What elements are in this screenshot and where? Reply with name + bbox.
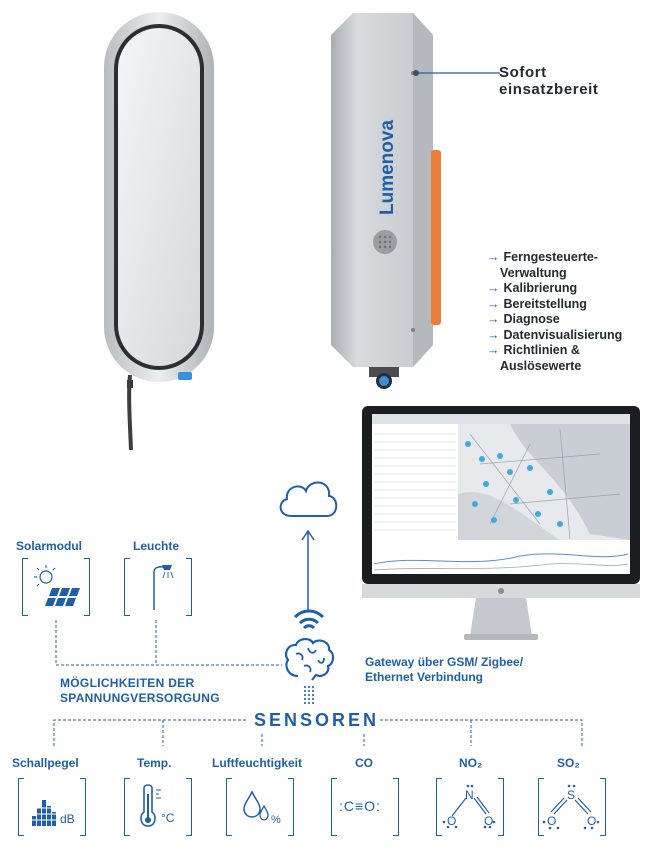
callout-title-line2: einsatzbereit <box>499 81 599 98</box>
list-item: → Diagnose <box>487 312 560 326</box>
solar-module-box <box>22 558 90 616</box>
feature-list <box>487 250 622 374</box>
list-item: → Ferngesteuerte- Verwaltung <box>487 250 598 280</box>
sensor-label-so2: SO₂ <box>557 756 580 770</box>
sound-unit: dB <box>60 812 75 826</box>
sensor-device-front-image <box>100 10 218 390</box>
monitor-dashboard-image <box>360 404 642 644</box>
humidity-box <box>226 778 294 836</box>
no2-atom-o1: O <box>447 814 457 828</box>
callout-ready <box>499 64 599 98</box>
humidity-unit: % <box>271 814 281 826</box>
no2-atom-o2: O <box>484 814 494 828</box>
co-box <box>331 778 399 836</box>
streetlight-box <box>124 558 192 616</box>
device-cable <box>118 375 148 455</box>
sensor-label-co: CO <box>355 756 373 770</box>
humidity-icon <box>226 778 294 836</box>
sensor-label-humidity: Luftfeuchtigkeit <box>212 756 302 770</box>
so2-atom-o1: O <box>547 814 557 828</box>
sensor-label-temp: Temp. <box>137 756 172 770</box>
sensors-connector-lines <box>0 712 650 748</box>
power-caption-line1: MÖGLICHKEITEN DER <box>60 676 195 690</box>
brand-logo <box>377 119 398 215</box>
list-item: → Bereitstellung <box>487 296 587 311</box>
list-item: → Kalibrierung <box>487 281 578 295</box>
callout-connector <box>412 68 504 78</box>
callout-title-line1: Sofort <box>499 64 547 81</box>
solar-module-label: Solarmodul <box>16 539 83 553</box>
gateway-caption <box>365 655 523 685</box>
arrow-right-icon: → <box>487 343 500 357</box>
brand-name: Lumenova <box>377 119 398 215</box>
arrow-right-icon: → <box>487 281 500 295</box>
thermometer-box <box>124 778 192 836</box>
power-connector-lines <box>50 620 310 670</box>
temp-unit: °C <box>161 811 175 825</box>
power-caption <box>60 676 220 706</box>
arrow-right-icon: → <box>487 250 500 264</box>
arrow-right-icon: → <box>487 327 500 342</box>
no2-atom-n: N <box>465 788 474 802</box>
gateway-connector-dots <box>301 684 317 708</box>
so2-atom-o2: O <box>587 814 597 828</box>
co-molecule-icon: :C≡O: <box>339 798 381 814</box>
cloud-icon <box>273 472 343 522</box>
sound-level-icon <box>18 778 86 836</box>
arrow-right-icon: → <box>487 296 500 311</box>
thermometer-icon <box>124 778 192 836</box>
sensor-label-sound: Schallpegel <box>12 756 79 770</box>
upload-arrow <box>300 528 316 612</box>
arrow-right-icon: → <box>487 312 500 326</box>
list-item: → Datenvisualisierung <box>487 327 623 342</box>
gateway-line2: Ethernet Verbindung <box>365 670 484 684</box>
so2-atom-s: S <box>567 788 576 802</box>
sensor-label-no2: NO₂ <box>459 756 483 770</box>
gateway-line1: Gateway über GSM/ Zigbee/ <box>365 655 524 669</box>
power-caption-line2: SPANNUNGVERSORGUNG <box>60 691 220 705</box>
sensors-title: SENSOREN <box>254 710 380 730</box>
streetlight-label: Leuchte <box>133 539 180 553</box>
sound-level-box <box>18 778 86 836</box>
streetlight-icon <box>124 558 192 616</box>
list-item: → Richtlinien & Auslösewerte <box>487 343 582 373</box>
so2-box <box>538 778 606 836</box>
no2-box <box>436 778 504 836</box>
solar-panel-icon <box>22 558 90 616</box>
